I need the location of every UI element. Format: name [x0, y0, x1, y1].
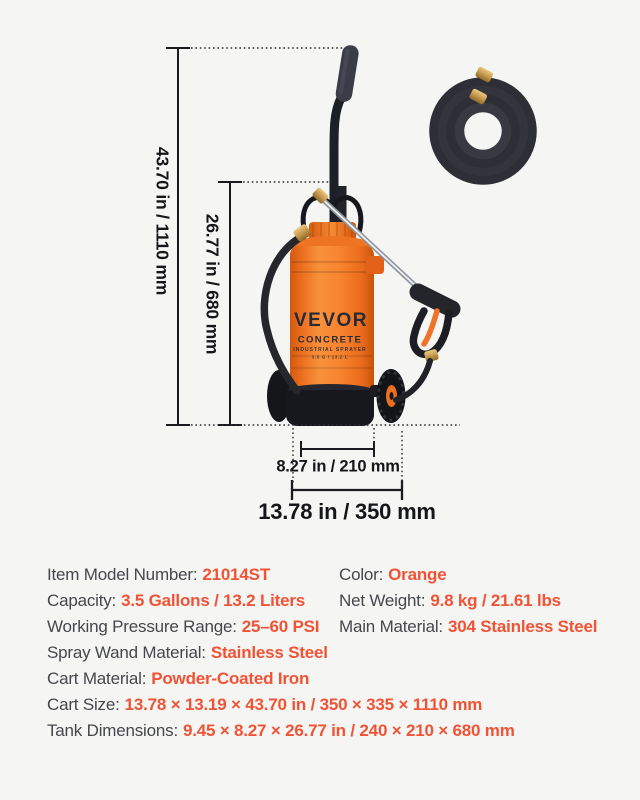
spec-label: Color:: [339, 565, 384, 584]
spec-value: 25–60 PSI: [241, 617, 320, 636]
spec-label: Net Weight:: [339, 591, 426, 610]
spec-color: [339, 562, 597, 588]
tank: [290, 222, 384, 394]
spec-label: Item Model Number:: [47, 565, 198, 584]
spec-cart-material: [47, 666, 515, 692]
spec-net-weight: [339, 588, 597, 614]
spec-label: Tank Dimensions:: [47, 721, 178, 740]
spec-label: Capacity:: [47, 591, 117, 610]
spec-value: 9.8 kg / 21.61 lbs: [430, 591, 561, 610]
spray-gun: [396, 292, 452, 400]
spec-tank-dimensions: [47, 718, 515, 744]
spec-value: Stainless Steel: [210, 643, 328, 662]
spec-value: 21014ST: [202, 565, 271, 584]
spec-label: Main Material:: [339, 617, 443, 636]
cart-base: [286, 384, 384, 426]
spec-label: Cart Material:: [47, 669, 147, 688]
spec-label: Cart Size:: [47, 695, 120, 714]
tank-brand-text: VEVOR: [293, 310, 369, 331]
tank-product-text: CONCRETE: [297, 334, 363, 346]
coiled-hose: [434, 66, 532, 180]
spec-main-material: [339, 614, 597, 640]
spec-value: 304 Stainless Steel: [447, 617, 598, 636]
spec-cart-size: [47, 692, 515, 718]
spec-value: 3.5 Gallons / 13.2 Liters: [121, 591, 306, 610]
dimension-tank-height: 26.77 in / 680 mm: [202, 213, 223, 355]
spec-wand-material: [47, 640, 515, 666]
dimension-overall-height: 43.70 in / 1110 mm: [152, 146, 173, 296]
dimension-tank-width: 8.27 in / 210 mm: [276, 457, 400, 476]
spec-value: 9.45 × 8.27 × 26.77 in / 240 × 210 × 680 mm: [182, 721, 515, 740]
spec-label: Working Pressure Range:: [47, 617, 237, 636]
dimension-cart-width: 13.78 in / 350 mm: [258, 499, 436, 524]
spec-value: Orange: [388, 565, 447, 584]
spec-value: 13.78 × 13.19 × 43.70 in / 350 × 335 × 1110 mm: [124, 695, 483, 714]
tank-subtitle-text: INDUSTRIAL SPRAYER: [293, 347, 367, 353]
spec-list-right: [339, 562, 597, 640]
spec-label: Spray Wand Material:: [47, 643, 206, 662]
tank-capacity-text: 3.5 G / 13.2 L: [311, 354, 349, 360]
spec-value: Powder-Coated Iron: [151, 669, 310, 688]
